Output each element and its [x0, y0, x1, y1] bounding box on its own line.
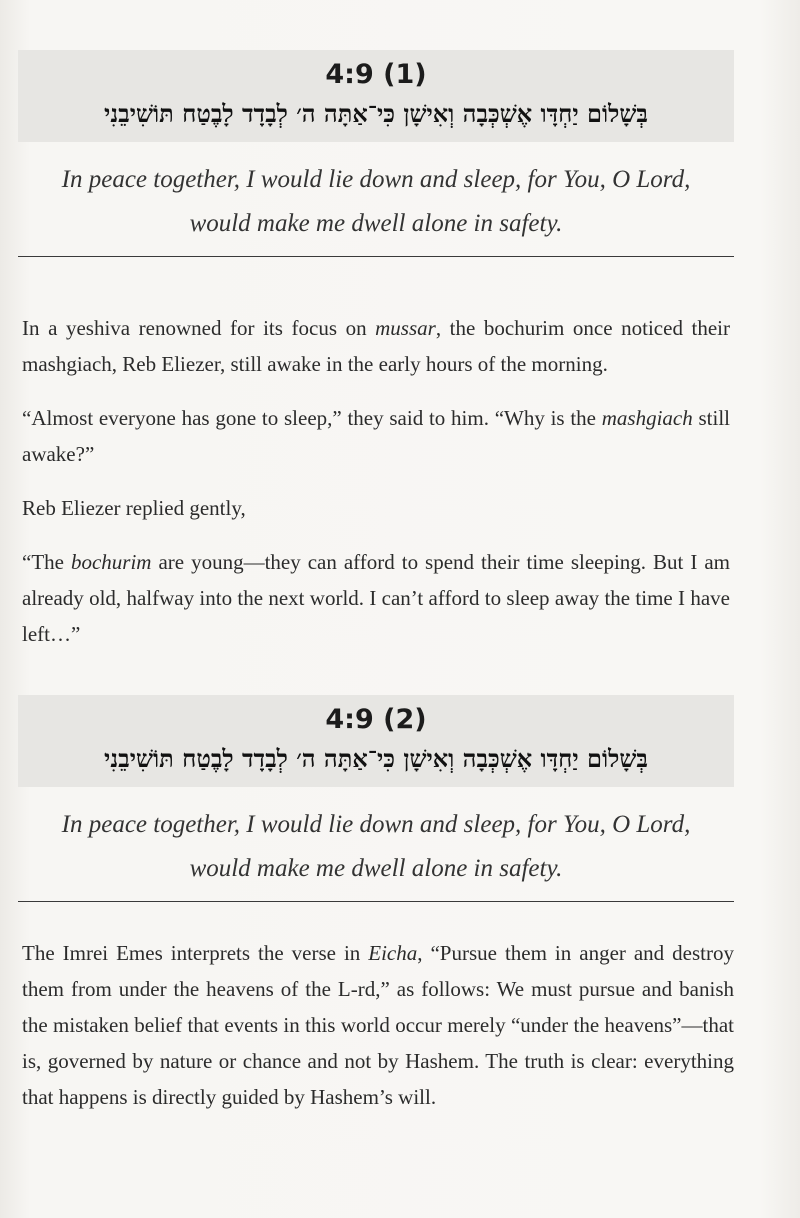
verse-translation	[18, 158, 734, 246]
verse-number: 4:9 (2)	[325, 704, 427, 735]
divider-rule	[18, 256, 734, 257]
paragraph: “The bochurim are young—they can afford to spend their time sleeping. But I am already old, halfway into the next world. I can’t afford to sleep away the time I have left…”	[22, 550, 730, 646]
hebrew-verse: בְּשָׁלוֹם יַחְדָּו אֶשְׁכְּבָה וְאִישָׁן כִּי־אַתָּה ה׳ לְבָדָד לָבֶטַח תּוֹשִׁיבֵנִי	[104, 99, 648, 128]
translation-line: would make me dwell alone in safety.	[189, 210, 563, 237]
verse-header-band	[18, 695, 734, 787]
paragraph: Reb Eliezer replied gently,	[22, 496, 246, 520]
paragraph: “Almost everyone has gone to sleep,” they said to him. “Why is the mashgiach still awake?”	[22, 406, 730, 466]
translation-line: would make me dwell alone in safety.	[189, 855, 563, 882]
story-body-1	[22, 310, 730, 670]
paragraph: The Imrei Emes interprets the verse in Eicha, “Pursue them in anger and destroy them from under the heavens of the L-rd,” as follows: We must pursue and banish the mistaken belief that events in this world occur merely “under the heavens”—that is, governed by nature or chance and not by Hashem. The truth is clear: everything that happens is directly guided by Hashem’s will.	[22, 941, 734, 1109]
translation-line: In peace together, I would lie down and sleep, for You, O Lord,	[61, 811, 691, 838]
verse-section-2	[18, 695, 734, 902]
paragraph: In a yeshiva renowned for its focus on mussar, the bochurim once noticed their mashgiach, Reb Eliezer, still awake in the early hours of the morning.	[22, 316, 730, 376]
verse-translation	[18, 803, 734, 891]
verse-header-band	[18, 50, 734, 142]
divider-rule	[18, 901, 734, 902]
hebrew-verse: בְּשָׁלוֹם יַחְדָּו אֶשְׁכְּבָה וְאִישָׁן כִּי־אַתָּה ה׳ לְבָדָד לָבֶטַח תּוֹשִׁיבֵנִי	[104, 744, 648, 773]
verse-number: 4:9 (1)	[325, 59, 427, 90]
translation-line: In peace together, I would lie down and sleep, for You, O Lord,	[61, 166, 691, 193]
verse-section-1	[18, 50, 734, 257]
story-body-2	[22, 935, 734, 1133]
